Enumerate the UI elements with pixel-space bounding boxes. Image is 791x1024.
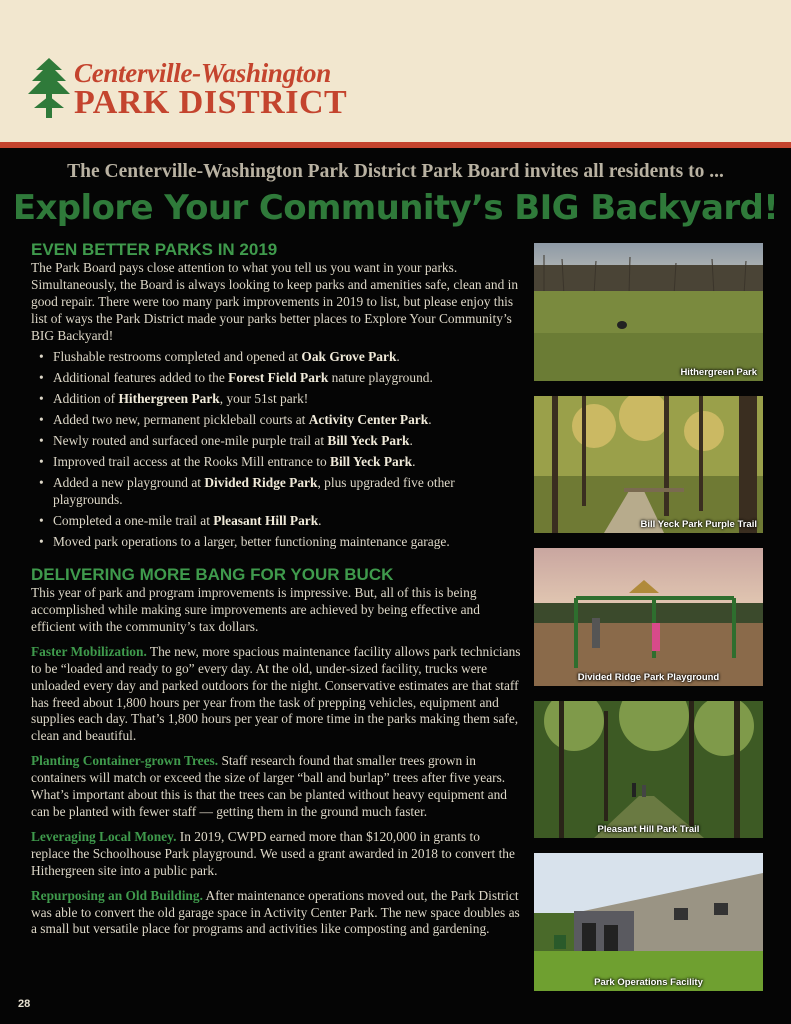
photo-caption: Divided Ridge Park Playground: [577, 672, 720, 683]
page-number: 28: [18, 998, 31, 1010]
section-intro-better-parks: The Park Board pays close attention to what you tell us you want in your parks. Simultaneously, the Board is always looking to keep parks and amenities safe, clean and in good repair. There were too many park improvements in 2019 to list, but please enjoy this list of ways the Park District made your parks better places to Explore Your Community’s BIG Backyard!: [31, 260, 519, 343]
bullet-icon: •: [39, 513, 44, 529]
bullet-icon: •: [39, 390, 44, 406]
article-column: [31, 240, 521, 938]
list-item: • Completed a one-mile trail at Pleasant Hill Park.: [39, 513, 322, 529]
photo-bill-yeck-trail: [534, 396, 763, 533]
paragraph-old-building: Repurposing an Old Building. After maintenance operations moved out, the Park District was able to convert the old garage space in Activity Center Park. The new space doubles as a small but versatile place for programs and activities like composting and gardening.: [31, 887, 520, 937]
logo-text-centerville-washington: Centerville-Washington: [74, 58, 331, 88]
photo-caption: Hithergreen Park: [680, 367, 757, 378]
list-item: • Newly routed and surfaced one-mile purple trail at Bill Yeck Park.: [39, 432, 413, 448]
field-photo-image: [534, 243, 763, 381]
forest-trail-photo-image: [534, 701, 763, 838]
bullet-icon: •: [39, 534, 44, 550]
bullet-icon: •: [39, 475, 44, 491]
photo-hithergreen-park: [534, 243, 763, 381]
paragraph-local-money: Leveraging Local Money. In 2019, CWPD earned more than $120,000 in grants to replace the Schoolhouse Park playground. We used a grant awarded in 2018 to convert the Hithergreen site into a public park.: [31, 828, 515, 878]
list-item: • Improved trail access at the Rooks Mill entrance to Bill Yeck Park.: [39, 454, 416, 469]
list-item: • Moved park operations to a larger, better functioning maintenance garage.: [39, 534, 450, 550]
bullet-icon: •: [39, 432, 44, 448]
paragraph-container-trees: Planting Container-grown Trees. Staff research found that smaller trees grown in containers will match or exceed the size of larger “ball and burlap” trees after five years. What’s important about this is that the trees can be planted without heavy equipment and can be planted with fewer staff — getting them in the ground much faster.: [31, 753, 507, 819]
list-item: • Flushable restrooms completed and opened at Oak Grove Park.: [39, 348, 400, 364]
section-intro-bang-for-buck: This year of park and program improvements is impressive. But, all of this is being accomplished while making sure improvements are achieved by being effective and efficient with the community’s tax dollars.: [31, 585, 480, 634]
list-item: • Additional features added to the Forest Field Park nature playground.: [39, 369, 433, 385]
photo-caption: Park Operations Facility: [594, 977, 703, 988]
photo-divided-ridge-playground: [534, 548, 763, 686]
list-item: • Addition of Hithergreen Park, your 51st park!: [39, 390, 309, 406]
logo-text-park-district: PARK DISTRICT: [74, 84, 348, 121]
playground-photo-image: [534, 548, 763, 686]
page-headline: Explore Your Community’s BIG Backyard!: [12, 188, 779, 228]
header-divider: [0, 142, 791, 148]
bullet-icon: •: [39, 369, 44, 385]
list-item: • Added a new playground at Divided Ridge Park, plus upgraded five other playgrounds.: [39, 475, 455, 507]
building-photo-image: [534, 853, 763, 991]
invitation-line: The Centerville-Washington Park District Park Board invites all residents to ...: [67, 161, 724, 182]
photo-operations-facility: [534, 853, 763, 991]
section-heading-better-parks: EVEN BETTER PARKS IN 2019: [31, 240, 278, 259]
improvements-list: [31, 349, 521, 552]
bullet-icon: •: [39, 454, 44, 469]
trail-photo-image: [534, 396, 763, 533]
section-heading-bang-for-buck: DELIVERING MORE BANG FOR YOUR BUCK: [31, 565, 394, 585]
list-item: • Added two new, permanent pickleball courts at Activity Center Park.: [39, 411, 432, 427]
page-header: [0, 0, 791, 142]
photo-caption: Bill Yeck Park Purple Trail: [640, 519, 757, 530]
pine-tree-logo-icon: [28, 58, 70, 118]
paragraph-faster-mobilization: Faster Mobilization. The new, more spacious maintenance facility allows park technicians to be “loaded and ready to go” every day. At the old, under-sized facility, trucks were unloaded every day and parked outdoors for the night. Conservative estimates are that staff has freed about 1,800 hours per year from the task of prepping vehicles, equipment and supplies each day. That’s 1,800 hours per year of more time in the parks making them safe, clean and beautiful.: [31, 643, 521, 744]
photo-pleasant-hill-trail: [534, 701, 763, 838]
photo-caption: Pleasant Hill Park Trail: [597, 824, 700, 835]
bullet-icon: •: [39, 348, 44, 364]
bullet-icon: •: [39, 411, 44, 427]
